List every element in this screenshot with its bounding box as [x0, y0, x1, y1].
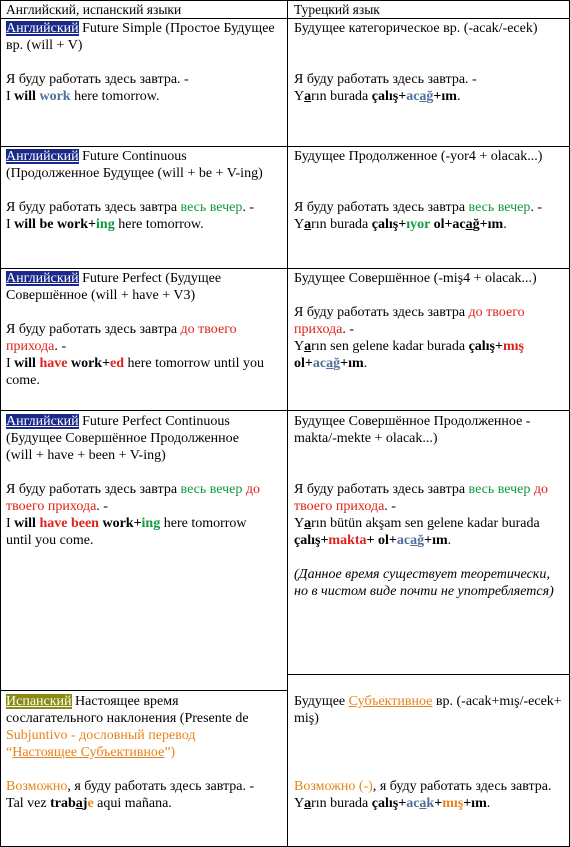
row1-left-title: Английский Future Simple (Простое Будущее вр. (will + V) [6, 21, 275, 53]
row2-left-title: Английский Future Continuous (Продолженное Будущее (will + be + V-ing) [6, 149, 263, 181]
row4-right-tr: Yarın bütün akşam sen gelene kadar burada çalış+makta+ ol+acağ+ım. [294, 516, 540, 548]
row1-right-tr: Yarın burada çalış+acağ+ım. [294, 89, 461, 104]
row5-right-cell [294, 693, 564, 812]
row1-right-title: Будущее категорическое вр. (-acak/-ecek) [294, 21, 538, 36]
row5-right-title: Будущее Субъективное вр. (-acak+mış/-ecek+ miş) [294, 694, 562, 726]
row3-left-cell [6, 270, 268, 389]
row-divider [0, 410, 570, 411]
header-right: Турецкий язык [294, 2, 380, 17]
row3-left-ru: Я буду работать здесь завтра до твоего прихода. - [6, 322, 237, 354]
row-divider-right [287, 674, 570, 675]
row3-right-title: Будущее Совершённое (-miş4 + olacak...) [294, 271, 537, 286]
row4-left-title: Английский Future Perfect Continuous (Будущее Совершённое Продолженное (will + have + been + V-ing) [6, 414, 239, 463]
row1-right-cell [294, 20, 566, 105]
row1-left-en: I will work here tomorrow. [6, 89, 160, 104]
header-divider [0, 18, 570, 19]
row4-right-title: Будущее Совершённое Продолженное -makta/-mekte + olacak...) [294, 414, 531, 446]
row3-right-tr: Yarın sen gelene kadar burada çalış+mış ol+acağ+ım. [294, 339, 524, 371]
row3-left-title: Английский Future Perfect (Будущее Совершённое (will + have + V3) [6, 271, 222, 303]
row-divider [0, 146, 570, 147]
language-tag: Английский [6, 271, 79, 286]
row2-left-cell [6, 148, 268, 233]
language-tag: Английский [6, 149, 79, 164]
row5-left-cell [6, 693, 274, 812]
row3-left-en: I will have work+ed here tomorrow until you come. [6, 356, 265, 388]
row-divider-left [0, 690, 287, 691]
row1-left-ru: Я буду работать здесь завтра. - [6, 72, 189, 87]
row5-left-title: Испанский Настоящее время сослагательного наклонения (Presente de Subjuntivo - дословный перевод “Настоящее Субъективное”) [6, 694, 249, 760]
row5-left-es: Tal vez trabaje aqui mañana. [6, 796, 172, 811]
row1-right-ru: Я буду работать здесь завтра. - [294, 72, 477, 87]
row5-left-ru: Возможно, я буду работать здесь завтра. - [6, 779, 255, 794]
row-divider [0, 268, 570, 269]
row5-right-ru: Возможно (-), я буду работать здесь завтра. Yarın burada çalış+acak+mış+ım. [294, 779, 552, 811]
row4-right-note: (Данное время существует теоретически, но в чистом виде почти не употребляется) [294, 567, 554, 599]
row2-right-cell [294, 148, 566, 233]
row1-left-cell [6, 20, 281, 105]
row4-left-cell [6, 413, 268, 549]
row4-right-ru: Я буду работать здесь завтра весь вечер до твоего прихода. - [294, 482, 549, 514]
language-tag: Английский [6, 414, 79, 429]
row3-right-ru: Я буду работать здесь завтра до твоего прихода. - [294, 305, 525, 337]
row4-left-ru: Я буду работать здесь завтра весь вечер до твоего прихода. - [6, 482, 261, 514]
row4-right-cell [294, 413, 564, 600]
header-left: Английский, испанский языки [6, 2, 182, 17]
row3-right-cell [294, 270, 566, 372]
row2-right-tr: Yarın burada çalış+ıyor ol+acağ+ım. [294, 217, 507, 232]
row2-right-title: Будущее Продолженное (-yor4 + olacak...) [294, 149, 543, 164]
language-tag: Испанский [6, 694, 72, 709]
row2-left-en: I will be work+ing here tomorrow. [6, 217, 204, 232]
column-divider [287, 0, 288, 847]
language-tag: Английский [6, 21, 79, 36]
row4-left-en: I will have been work+ing here tomorrow until you come. [6, 516, 247, 548]
row2-left-ru: Я буду работать здесь завтра весь вечер. - [6, 200, 255, 215]
row2-right-ru: Я буду работать здесь завтра весь вечер. - [294, 200, 543, 215]
